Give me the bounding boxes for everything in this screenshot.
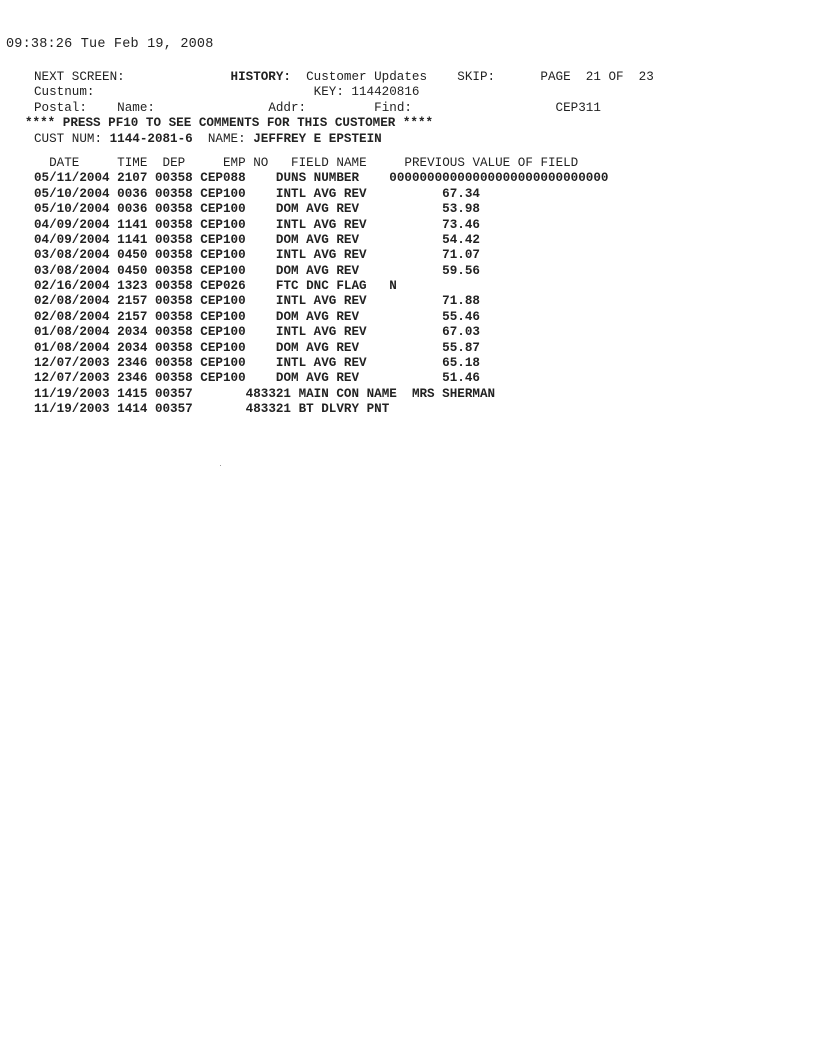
postal-label[interactable]: Postal: — [34, 100, 87, 115]
table-row: 12/07/2003 2346 00358 CEP100 DOM AVG REV 51.46 — [34, 371, 480, 386]
table-row: 04/09/2004 1141 00358 CEP100 DOM AVG REV 54.42 — [34, 232, 480, 247]
terminal-screen — [25, 70, 654, 418]
table-row: 03/08/2004 0450 00358 CEP100 INTL AVG REV 71.07 — [34, 248, 480, 263]
name-field-label: NAME: — [207, 131, 246, 146]
table-row: 11/19/2003 1414 00357 483321 BT DLVRY PNT — [34, 402, 390, 417]
screen-id: CEP311 — [555, 100, 601, 115]
table-row: 02/08/2004 2157 00358 CEP100 INTL AVG REV 71.88 — [34, 294, 480, 309]
table-row: 11/19/2003 1415 00357 483321 MAIN CON NAME MRS SHERMAN — [34, 386, 496, 401]
col-time: TIME — [117, 155, 148, 170]
next-screen-label[interactable]: NEXT SCREEN: — [34, 70, 125, 84]
table-header — [34, 156, 654, 171]
header-line-2 — [34, 85, 654, 100]
print-timestamp: 09:38:26 Tue Feb 19, 2008 — [6, 37, 214, 52]
table-row: 05/10/2004 0036 00358 CEP100 DOM AVG REV 53.98 — [34, 202, 480, 217]
addr-label[interactable]: Addr: — [268, 100, 307, 115]
col-field-name: FIELD NAME — [291, 155, 367, 170]
table-row: 05/10/2004 0036 00358 CEP100 INTL AVG REV 67.34 — [34, 186, 480, 201]
find-label[interactable]: Find: — [374, 100, 412, 115]
customer-name: JEFFREY E EPSTEIN — [253, 131, 382, 146]
custnum-label[interactable]: Custnum: — [34, 85, 95, 100]
scan-speck — [220, 465, 221, 466]
cust-num-label: CUST NUM: — [34, 131, 103, 146]
table-row: 01/08/2004 2034 00358 CEP100 DOM AVG REV 55.87 — [34, 340, 480, 355]
table-row: 02/16/2004 1323 00358 CEP026 FTC DNC FLAG N — [34, 279, 397, 294]
col-dep: DEP — [162, 155, 186, 170]
skip-label[interactable]: SKIP: — [457, 70, 496, 84]
history-rows — [34, 171, 654, 417]
table-row: 04/09/2004 1141 00358 CEP100 INTL AVG REV 73.46 — [34, 217, 480, 232]
key-value: KEY: 114420816 — [313, 85, 420, 100]
header-line-1 — [34, 70, 654, 85]
customer-line — [34, 132, 654, 147]
cust-num-value: 1144-2081-6 — [109, 131, 193, 146]
history-label: HISTORY: — [230, 70, 291, 84]
name-label[interactable]: Name: — [117, 100, 155, 115]
table-row: 01/08/2004 2034 00358 CEP100 INTL AVG REV 67.03 — [34, 325, 480, 340]
history-value: Customer Updates — [306, 70, 428, 84]
col-date: DATE — [49, 155, 80, 170]
table-row: 05/11/2004 2107 00358 CEP088 DUNS NUMBER 00000000000000000000000000000 — [34, 171, 609, 186]
table-row: 02/08/2004 2157 00358 CEP100 DOM AVG REV 55.46 — [34, 309, 480, 324]
header-line-3 — [34, 101, 654, 116]
col-emp-no: EMP NO — [223, 155, 269, 170]
pf10-notice: **** PRESS PF10 TO SEE COMMENTS FOR THIS CUSTOMER **** — [25, 116, 434, 131]
page-indicator: PAGE 21 OF 23 — [540, 70, 654, 84]
col-previous-value: PREVIOUS VALUE OF FIELD — [404, 155, 579, 170]
table-row: 03/08/2004 0450 00358 CEP100 DOM AVG REV 59.56 — [34, 263, 480, 278]
table-row: 12/07/2003 2346 00358 CEP100 INTL AVG REV 65.18 — [34, 356, 480, 371]
